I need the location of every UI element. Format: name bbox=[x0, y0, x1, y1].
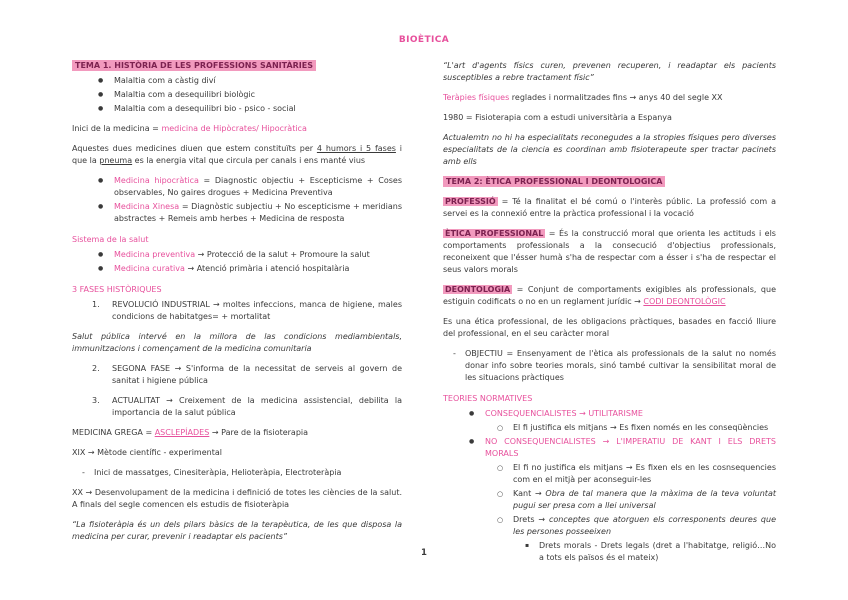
text-run: es la energia vital que circula per canals i ens manté vius bbox=[132, 156, 366, 165]
text-run: TEMA 1. HISTÒRIA DE LES PROFESSIONS SANITÀRIES bbox=[72, 60, 316, 71]
block-bullet2 bbox=[443, 514, 776, 538]
text-content bbox=[72, 447, 402, 459]
text-content bbox=[443, 284, 776, 308]
text-run: ACTUALITAT → Creixement de la medicina assistencial, debilita la importancia de la salut pública bbox=[112, 396, 402, 417]
block-p bbox=[72, 143, 402, 167]
block-bullet2 bbox=[443, 462, 776, 486]
text-run: Drets morals - Drets legals (dret a l'habitatge, religió…No a tots els països és el mateix) bbox=[539, 541, 776, 562]
text-run: DEONTOLOGIA bbox=[445, 285, 511, 294]
text-run: conceptes que atorguen els corresponents deures que les persones posseeixen bbox=[513, 515, 776, 536]
text-run: PROFESSIÓ bbox=[445, 197, 496, 206]
text-run: Kant → bbox=[513, 489, 546, 498]
text-run: medicina de Hipòcrates/ Hipocràtica bbox=[161, 124, 307, 133]
text-run: El fi no justifica els mitjans → Es fixen els en les cosnsequencies com en el mitjà per aconseguir-les bbox=[513, 463, 776, 484]
text-content bbox=[465, 348, 776, 384]
block-pink-heading bbox=[72, 234, 402, 246]
block-num bbox=[72, 395, 402, 419]
list-marker: ● bbox=[98, 105, 104, 112]
list-marker: ● bbox=[98, 177, 104, 184]
text-content bbox=[443, 176, 776, 188]
list-marker: ○ bbox=[497, 464, 504, 472]
text-run: Inici de massatges, Cinesiteràpia, Helioteràpia, Electroteràpia bbox=[94, 468, 342, 477]
text-run: Teràpies físiques bbox=[443, 93, 510, 102]
text-run: Medicina hipocràtica bbox=[114, 176, 199, 185]
text-content bbox=[443, 112, 776, 124]
list-marker: 3. bbox=[92, 396, 100, 405]
text-content bbox=[485, 408, 776, 420]
list-marker: ● bbox=[98, 91, 104, 98]
text-run: 1980 = Fisioterapia com a estudi universitària a Espanya bbox=[443, 113, 672, 122]
text-content bbox=[72, 60, 402, 72]
text-run: Sistema de la salut bbox=[72, 235, 149, 244]
block-p bbox=[72, 487, 402, 511]
text-run: “La fisioteràpia és un dels pilars bàsics de la terapèutica, de les que disposa la medicina per curar, prevenir i readaptar els pacients” bbox=[72, 520, 402, 541]
text-run: → Atenció primària i atenció hospitalària bbox=[184, 264, 350, 273]
block-dash bbox=[443, 348, 776, 384]
list-marker: ● bbox=[98, 251, 104, 258]
text-content bbox=[114, 89, 402, 101]
block-p bbox=[72, 331, 402, 355]
text-run: → Pare de la fisioterapia bbox=[209, 428, 309, 437]
text-content bbox=[114, 75, 402, 87]
block-p bbox=[443, 196, 776, 220]
list-marker: ● bbox=[98, 77, 104, 84]
text-run: Es una ética professional, de les obligacions pràctiques, basades en facció lliure del professional, en el seu caràcter moral bbox=[443, 317, 776, 338]
text-content bbox=[443, 60, 776, 84]
text-run: i que la bbox=[72, 144, 403, 165]
block-bullet bbox=[443, 408, 776, 420]
text-content bbox=[72, 143, 402, 167]
list-marker: 2. bbox=[92, 364, 100, 373]
text-content bbox=[443, 92, 776, 104]
text-run: Salut pública intervé en la millora de las condicions mediambientals, immunitzacions i començament de la medicina comunitaria bbox=[72, 332, 402, 353]
block-bullet2 bbox=[443, 488, 776, 512]
left-column bbox=[72, 60, 402, 551]
block-bullet bbox=[72, 75, 402, 87]
text-run: MEDICINA GREGA = bbox=[72, 428, 155, 437]
text-run: 3 FASES HISTÒRIQUES bbox=[72, 285, 162, 294]
list-marker: ● bbox=[469, 410, 475, 417]
text-run: Obra de tal manera que la màxima de la teva voluntat pugui ser presa com a llei universal bbox=[513, 489, 776, 510]
text-run: Medicina curativa bbox=[114, 264, 185, 273]
block-dash bbox=[72, 467, 402, 479]
document-title: BIOÈTICA bbox=[398, 35, 450, 45]
block-pink-heading bbox=[72, 284, 402, 296]
list-marker: ○ bbox=[497, 424, 504, 432]
text-run: = Diagnostic objectiu + Escepticisme + Coses observables, No gaires drogues + Medicina Preventiva bbox=[114, 176, 402, 197]
text-content bbox=[114, 263, 402, 275]
text-run: = Té la finalitat el bé comú o l'interès públic. La professió com a servei es la connexió entre la pràctica professional i la vocació bbox=[443, 197, 776, 218]
block-num bbox=[72, 363, 402, 387]
text-content bbox=[72, 234, 402, 246]
text-run: Aquestes dues medicines diuen que estem constituïts per bbox=[72, 144, 317, 153]
text-run: Inici de la medicina = bbox=[72, 124, 162, 133]
text-content bbox=[72, 331, 402, 355]
text-run: SEGONA FASE → S'informa de la necessitat de serveis al govern de sanitat i higiene pública bbox=[112, 364, 402, 385]
text-content bbox=[72, 519, 402, 543]
list-marker: ○ bbox=[497, 516, 504, 524]
text-run: XX → Desenvolupament de la medicina i definició de totes les ciències de la salut. A finals del segle comencen els estudis de fisioteràpia bbox=[72, 488, 402, 509]
block-p bbox=[443, 132, 776, 168]
block-p bbox=[72, 123, 402, 135]
text-run: = És la construcció moral que orienta les actituds i els comportaments professionals a la consecució d'objectius professionals, reconeixent que l'ésser humà s'ha de respectar com a ésser i s'ha de respectar el seus valors morals bbox=[443, 229, 776, 274]
text-run: Medicina preventiva bbox=[114, 250, 196, 259]
block-quote bbox=[72, 519, 402, 543]
text-content bbox=[443, 228, 776, 276]
block-bullet bbox=[72, 249, 402, 261]
text-content bbox=[72, 427, 402, 439]
text-run: El fi justifica els mitjans → Es fixen només en les conseqüències bbox=[513, 423, 769, 432]
text-run: Malaltia com a desequilibri biològic bbox=[114, 90, 256, 99]
text-content bbox=[114, 249, 402, 261]
text-content bbox=[443, 132, 776, 168]
page-number: 1 bbox=[421, 548, 427, 558]
block-quote bbox=[443, 60, 776, 84]
text-content bbox=[114, 175, 402, 199]
block-p bbox=[72, 447, 402, 459]
block-p bbox=[72, 427, 402, 439]
text-run: ASCLEPÍADES bbox=[154, 428, 210, 437]
text-run: pneuma bbox=[99, 156, 133, 165]
text-content bbox=[485, 436, 776, 460]
text-run: → Protecció de la salut + Promoure la salut bbox=[195, 250, 370, 259]
text-content bbox=[513, 488, 776, 512]
list-marker: 1. bbox=[92, 300, 100, 309]
text-content bbox=[72, 487, 402, 511]
block-p bbox=[443, 284, 776, 308]
text-run: Medicina Xinesa bbox=[114, 202, 180, 211]
text-run: XIX → Mètode científic - experimental bbox=[72, 448, 222, 457]
block-bullet bbox=[72, 103, 402, 115]
text-run: ÈTICA PROFESSIONAL bbox=[445, 229, 544, 238]
text-run: REVOLUCIÓ INDUSTRIAL → moltes infeccions, manca de higiene, males condicions de habitatges= + mortalitat bbox=[112, 300, 402, 321]
block-bullet bbox=[443, 436, 776, 460]
list-marker: - bbox=[453, 349, 456, 358]
text-run: 4 humors i 5 fases bbox=[316, 144, 396, 153]
text-content bbox=[513, 514, 776, 538]
block-bullet2 bbox=[443, 422, 776, 434]
text-content bbox=[443, 316, 776, 340]
list-marker: - bbox=[82, 468, 85, 477]
list-marker: ● bbox=[98, 203, 104, 210]
text-content bbox=[114, 103, 402, 115]
text-content bbox=[72, 284, 402, 296]
text-content bbox=[443, 196, 776, 220]
list-marker: ● bbox=[98, 265, 104, 272]
text-run: Malaltia com a desequilibri bio - psico - social bbox=[114, 104, 296, 113]
text-content bbox=[72, 123, 402, 135]
text-run: reglades i normalitzades fins → anys 40 del segle XX bbox=[509, 93, 723, 102]
block-bullet bbox=[72, 175, 402, 199]
block-p bbox=[443, 92, 776, 104]
block-num bbox=[72, 299, 402, 323]
text-content bbox=[443, 393, 776, 405]
block-bullet bbox=[72, 89, 402, 101]
text-run: CONSEQUENCIALISTES → UTILITARISME bbox=[485, 409, 643, 418]
text-content bbox=[112, 363, 402, 387]
block-p bbox=[443, 228, 776, 276]
text-run: “L'art d'agents físics curen, prevenen recuperen, i readaptar els pacients susceptibles a rebre tractament físic” bbox=[443, 61, 776, 82]
text-run: Malaltia com a càstig diví bbox=[114, 76, 216, 85]
text-run: OBJECTIU = Ensenyament de l'ètica als professionals de la salut no només donar info sobre teories morals, sinó també cultivar la sensibilitat moral de les situacions pràctiques bbox=[465, 349, 776, 382]
block-hl-heading bbox=[443, 176, 776, 188]
block-bullet bbox=[72, 201, 402, 225]
block-hl-heading bbox=[72, 60, 402, 72]
list-marker: ▪ bbox=[525, 542, 530, 549]
text-content bbox=[112, 395, 402, 419]
text-run: = Conjunt de comportaments exigibles als professionals, que estiguin codificats o no en un reglament jurídic → bbox=[443, 285, 776, 306]
list-marker: ● bbox=[469, 438, 475, 445]
block-p bbox=[443, 112, 776, 124]
block-bullet bbox=[72, 263, 402, 275]
block-pink-heading bbox=[443, 393, 776, 405]
right-column bbox=[443, 60, 776, 566]
list-marker: ○ bbox=[497, 490, 504, 498]
text-run: NO CONSEQUENCIALISTES → L'IMPERATIU DE KANT I ELS DRETS MORALS bbox=[485, 437, 776, 458]
text-content bbox=[513, 422, 776, 434]
text-run: Drets → bbox=[513, 515, 550, 524]
text-run: TEORIES NORMATIVES bbox=[443, 394, 533, 403]
block-p bbox=[443, 316, 776, 340]
text-content bbox=[114, 201, 402, 225]
text-content bbox=[112, 299, 402, 323]
text-run: TEMA 2: ÈTICA PROFESSIONAL I DEONTOLOGICA bbox=[443, 176, 665, 187]
text-content bbox=[94, 467, 402, 479]
text-run: Actualemtn no hi ha especialitats reconegudes a la stropies físiques pero diverses especialitats de la ciencia es coordinan amb fisioterapeute sper tractar pacinets amb ells bbox=[443, 133, 776, 166]
text-run: = Diagnòstic subjectiu + No escepticisme + meridians abstractes + Remeis amb herbes + Medicina de resposta bbox=[114, 202, 402, 223]
text-run: CODI DEONTOLÒGIC bbox=[643, 297, 726, 306]
text-content bbox=[513, 462, 776, 486]
